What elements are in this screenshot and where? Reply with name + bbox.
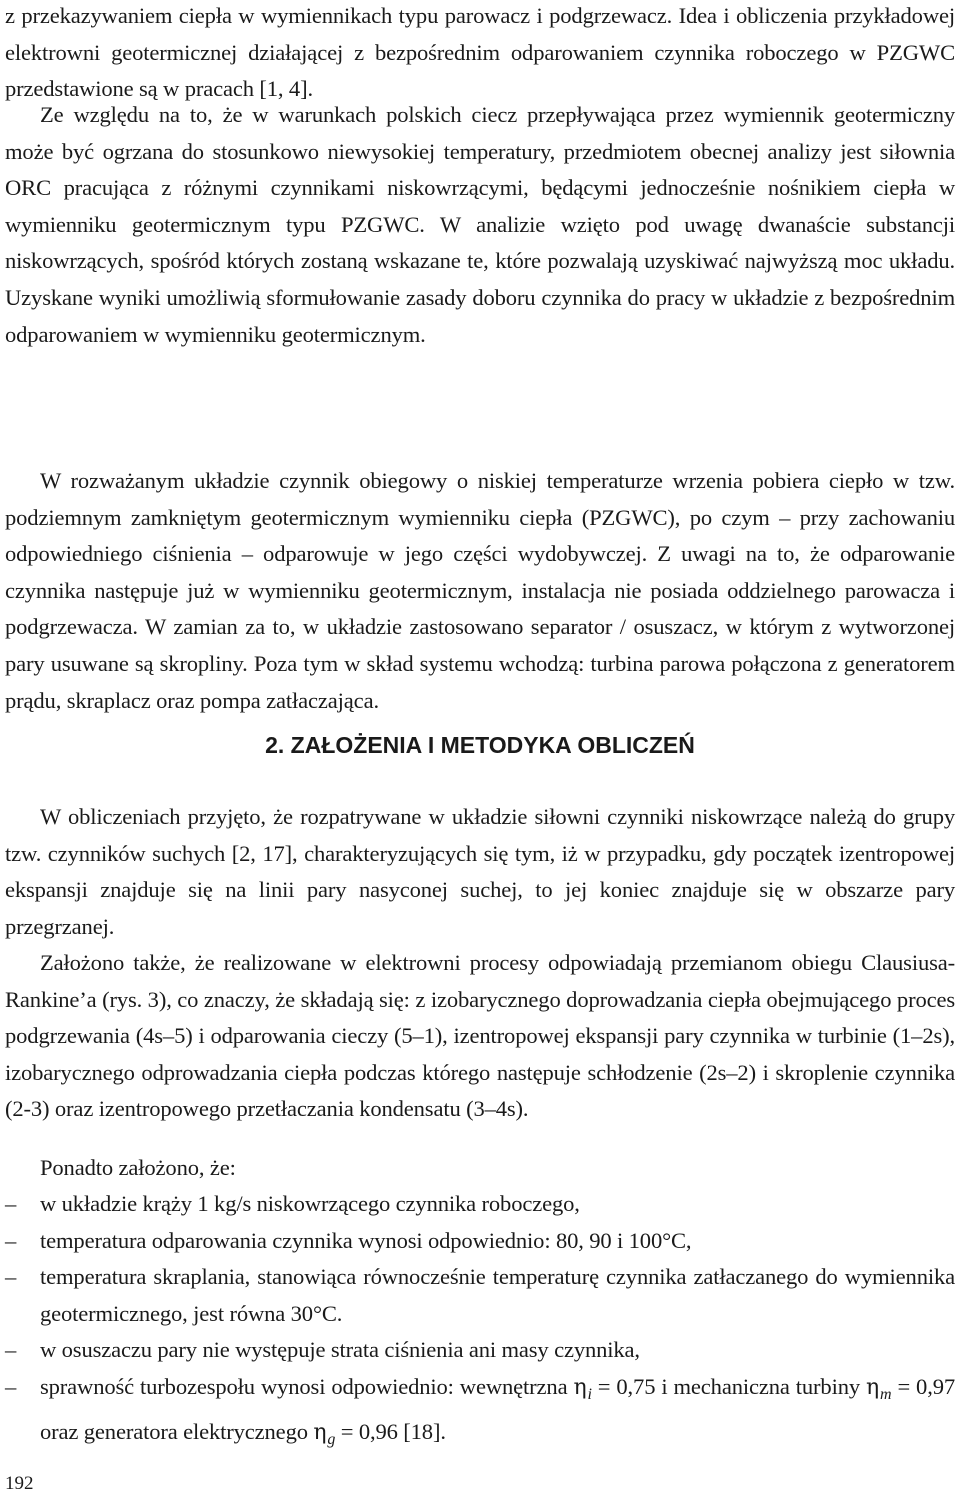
eta-symbol: η — [313, 1419, 327, 1445]
section-heading: 2. ZAŁOŻENIA I METODYKA OBLICZEŃ — [265, 732, 695, 758]
efficiency-text: = 0,75 i mechaniczna turbiny — [591, 1373, 866, 1399]
list-item-text — [40, 1373, 955, 1448]
list-dash: – — [5, 1264, 17, 1290]
paragraph-assumptions: W obliczeniach przyjęto, że rozpatrywane w układzie siłowni czynniki niskowrzące należą do grupy tzw. czynników suchych [2, 17], charakteryzujących się tym, iż w przypadku, gdy początek izentropowej ekspansji znajduje się na linii pary nasyconej suchej, to jej koniec znajduje się w obszarze pary przegrzanej. — [5, 804, 955, 939]
list-dash: – — [5, 1191, 17, 1216]
paragraph-orc-analysis: Ze względu na to, że w warunkach polskich ciecz przepływająca przez wymiennik geotermiczny może być ogrzana do stosunkowo niewysokiej temperatury, przedmiotem obecnej analizy jest siłownia ORC pracująca z różnymi czynnikami niskowrzącymi, będącymi jednocześnie nośnikiem ciepła w wymienniku geotermicznym typu PZGWC. W analizie wzięto pod uwagę dwanaście substancji niskowrzących, spośród których zostaną wskazane te, które pozwalają uzyskiwać najwyższą moc układu. Uzyskane wyniki umożliwią sformułowanie zasady doboru czynnika do pracy w układzie z bezpośrednim odparowaniem w wymienniku geotermicznym. — [5, 102, 955, 347]
paragraph-system-description: W rozważanym układzie czynnik obiegowy o niskiej temperaturze wrzenia pobiera ciepło w tzw. podziemnym zamkniętym geotermicznym wymienniku ciepła (PZGWC), po czym – przy zachowaniu odpowiedniego ciśnienia – odparowuje w jego części wydobywczej. Z uwagi na to, że odparowanie czynnika następuje już w wymienniku geotermicznym, instalacja nie posiada oddzielnego parowacza i podgrzewacza. W zamian za to, w układzie zastosowano separator / osuszacz, w którym z wytworzonej pary usuwane są skropliny. Poza tym w skład systemu wchodzą: turbina parowa połączona z generatorem prądu, skraplacz oraz pompa zatłaczająca. — [5, 468, 955, 713]
paragraph-clausius-rankine: Założono także, że realizowane w elektrowni procesy odpowiadają przemianom obiegu Clausiusa-Rankine’a (rys. 3), co znaczy, że składają się: z izobarycznego doprowadzania ciepła obejmującego proces podgrzewania (4s–5) i odparowania cieczy (5–1), izentropowej ekspansji pary czynnika w turbinie (1–2s), izobarycznego odprowadzania ciepła podczas którego następuje schłodzenie (2s–2) i skroplenie czynnika (2-3) oraz izentropowego przetłaczania kondensatu (3–4s). — [5, 950, 955, 1122]
list-item-text: temperatura odparowania czynnika wynosi odpowiednio: 80, 90 i 100°C, — [40, 1227, 692, 1253]
page-number: 192 — [5, 1473, 34, 1494]
list-item — [5, 1369, 955, 1458]
paragraph-further-assumptions: Ponadto założono, że: — [40, 1155, 236, 1180]
list-item — [5, 1332, 955, 1369]
list-item-text: w układzie krąży 1 kg/s niskowrzącego czynnika roboczego, — [40, 1191, 580, 1216]
list-item — [5, 1186, 955, 1223]
list-item-text: w osuszaczu pary nie występuje strata ciśnienia ani masy czynnika, — [40, 1337, 640, 1363]
eta-symbol: η — [866, 1374, 880, 1400]
list-item — [5, 1259, 955, 1332]
list-dash: – — [5, 1337, 17, 1363]
subscript-i: i — [587, 1385, 592, 1403]
subscript-m: m — [880, 1385, 892, 1403]
efficiency-text: = 0,96 [18]. — [335, 1418, 446, 1444]
paragraph-intro: z przekazywaniem ciepła w wymiennikach typu parowacz i podgrzewacz. Idea i obliczenia przykładowej elektrowni geotermicznej działającej z bezpośrednim odparowaniem czynnika roboczego w PZGWC przedstawione są w pracach [1, 4]. — [5, 3, 955, 102]
list-item-text: temperatura skraplania, stanowiąca równocześnie temperaturę czynnika zatłaczanego do wymiennika geotermicznego, jest równa 30°C. — [40, 1264, 955, 1326]
list-dash: – — [5, 1373, 17, 1399]
subscript-g: g — [327, 1430, 336, 1448]
efficiency-text: sprawność turbozespołu wynosi odpowiednio: wewnętrzna — [40, 1373, 574, 1399]
efficiency-text: = 0,97 oraz generatora elektrycznego — [40, 1373, 955, 1444]
assumption-list — [5, 1186, 955, 1458]
list-dash: – — [5, 1227, 17, 1253]
list-item — [5, 1223, 955, 1260]
eta-symbol: η — [573, 1374, 587, 1400]
